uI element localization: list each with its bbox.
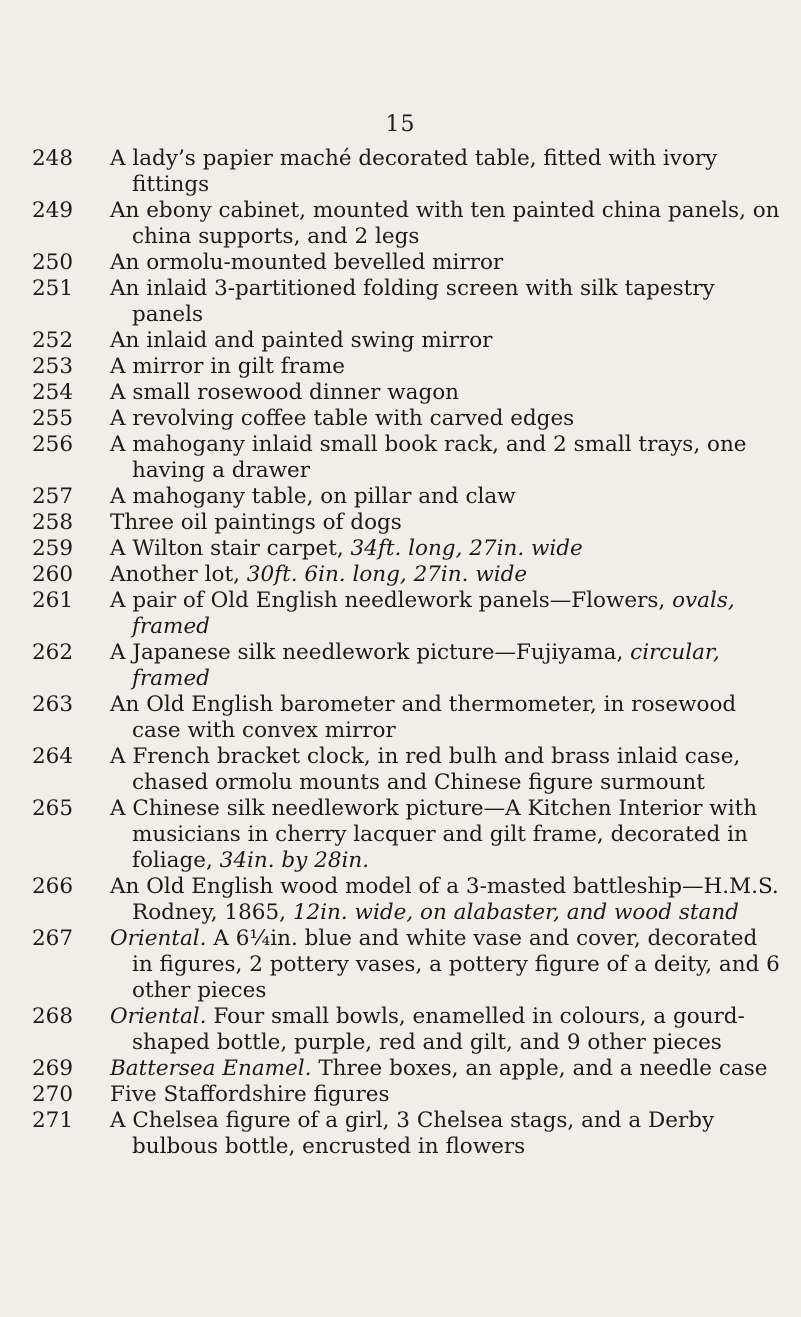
lot-description-text: A mahogany table, on pillar and claw [110, 484, 516, 509]
lot-description [110, 406, 782, 432]
lot-entry [32, 588, 782, 640]
lot-description-italic: Oriental. [110, 926, 207, 951]
lot-description [110, 536, 782, 562]
lot-entry [32, 1082, 782, 1108]
lot-number: 256 [32, 432, 74, 457]
lot-number: 255 [32, 406, 74, 431]
lot-entry [32, 692, 782, 744]
lot-description [110, 146, 782, 198]
lot-entry [32, 640, 782, 692]
lot-number: 252 [32, 328, 74, 353]
lot-entry [32, 328, 782, 354]
lot-description-text: An ormolu-mounted bevelled mirror [110, 250, 504, 275]
lot-description [110, 276, 782, 328]
lot-entry [32, 146, 782, 198]
lot-description [110, 562, 782, 588]
lot-description [110, 1108, 782, 1160]
lot-number: 259 [32, 536, 74, 561]
lot-description-italic: ovals, framed [132, 588, 735, 639]
lot-number: 269 [32, 1056, 74, 1081]
lot-description-italic: 12in. wide, on alabaster, and wood stand [292, 900, 739, 925]
lot-description-text: A Chinese silk needlework picture—A Kitchen Interior with musicians in cherry lacquer and gilt frame, decorated in foliage, [110, 796, 758, 873]
lot-entry [32, 796, 782, 874]
lot-number: 261 [32, 588, 74, 613]
lot-entry [32, 354, 782, 380]
lot-description [110, 250, 782, 276]
lot-description [110, 328, 782, 354]
lot-description [110, 744, 782, 796]
lot-entry [32, 874, 782, 926]
lot-number: 248 [32, 146, 74, 171]
page-number: 15 [385, 112, 416, 137]
lot-number: 270 [32, 1082, 74, 1107]
lot-description [110, 510, 782, 536]
lot-description-text: Three boxes, an apple, and a needle case [311, 1056, 768, 1081]
lot-description [110, 198, 782, 250]
lot-entry [32, 250, 782, 276]
lot-entry [32, 406, 782, 432]
lot-description-italic: 34in. by 28in. [219, 848, 370, 873]
lot-number: 266 [32, 874, 74, 899]
lot-entry [32, 1108, 782, 1160]
lot-description-text: A Japanese silk needlework picture—Fujiyama, [110, 640, 631, 665]
lot-description [110, 926, 782, 1004]
lot-description-italic: 30ft. 6in. long, 27in. wide [246, 562, 528, 587]
lot-description [110, 484, 782, 510]
lot-number: 262 [32, 640, 74, 665]
lot-number: 253 [32, 354, 74, 379]
lot-description-italic: Battersea Enamel. [110, 1056, 312, 1081]
lot-description-text: A French bracket clock, in red bulh and brass inlaid case, chased ormolu mounts and Chinese figure surmount [110, 744, 741, 795]
lot-entry [32, 1056, 782, 1082]
lot-number: 264 [32, 744, 74, 769]
lot-number: 271 [32, 1108, 74, 1133]
lot-description [110, 1082, 782, 1108]
lot-description [110, 796, 782, 874]
lot-description [110, 1004, 782, 1056]
lot-entry [32, 536, 782, 562]
lot-description-text: An inlaid and painted swing mirror [110, 328, 493, 353]
lot-description-text: A Chelsea figure of a girl, 3 Chelsea stags, and a Derby bulbous bottle, encrusted in flowers [110, 1108, 715, 1159]
lot-entry [32, 1004, 782, 1056]
lot-number: 258 [32, 510, 74, 535]
lot-entry [32, 510, 782, 536]
lot-description-text: A small rosewood dinner wagon [110, 380, 459, 405]
lot-number: 250 [32, 250, 74, 275]
lot-description-text: An inlaid 3-partitioned folding screen with silk tapestry panels [110, 276, 715, 327]
lot-number: 263 [32, 692, 74, 717]
lot-number: 257 [32, 484, 74, 509]
lot-description-text: A revolving coffee table with carved edges [110, 406, 575, 431]
lot-description [110, 640, 782, 692]
lot-description-text: Another lot, [110, 562, 247, 587]
lot-description [110, 588, 782, 640]
lot-description-text: Five Staffordshire figures [110, 1082, 390, 1107]
lot-description-text: A lady’s papier maché decorated table, fitted with ivory fittings [110, 146, 718, 197]
lot-entry [32, 380, 782, 406]
lot-description-italic: Oriental. [110, 1004, 207, 1029]
lot-entry [32, 744, 782, 796]
lot-description-text: A mahogany inlaid small book rack, and 2 small trays, one having a drawer [110, 432, 747, 483]
lot-description-text: A pair of Old English needlework panels—Flowers, [110, 588, 673, 613]
lot-description [110, 432, 782, 484]
lot-entry [32, 484, 782, 510]
lot-description [110, 380, 782, 406]
lot-entry [32, 198, 782, 250]
lot-description-text: Three oil paintings of dogs [110, 510, 402, 535]
lot-description [110, 1056, 782, 1082]
lot-description [110, 354, 782, 380]
lot-entry [32, 432, 782, 484]
lot-description-italic: 34ft. long, 27in. wide [350, 536, 583, 561]
lot-entry [32, 926, 782, 1004]
lot-entry [32, 276, 782, 328]
lot-number: 267 [32, 926, 74, 951]
lot-description-text: An ebony cabinet, mounted with ten painted china panels, on china supports, and 2 legs [110, 198, 780, 249]
lot-description-text: A mirror in gilt frame [110, 354, 345, 379]
lot-description-text: A 6¼in. blue and white vase and cover, decorated in figures, 2 pottery vases, a pottery figure of a deity, and 6 other pieces [132, 926, 780, 1003]
lot-description [110, 874, 782, 926]
lot-list [32, 146, 782, 1160]
lot-description-italic: circular, framed [132, 640, 720, 691]
lot-number: 249 [32, 198, 74, 223]
lot-number: 265 [32, 796, 74, 821]
lot-description-text: A Wilton stair carpet, [110, 536, 351, 561]
lot-number: 251 [32, 276, 74, 301]
lot-description-text: An Old English barometer and thermometer, in rosewood case with convex mirror [110, 692, 737, 743]
lot-number: 254 [32, 380, 74, 405]
lot-entry [32, 562, 782, 588]
lot-number: 268 [32, 1004, 74, 1029]
lot-number: 260 [32, 562, 74, 587]
lot-description-text: Four small bowls, enamelled in colours, a gourd-shaped bottle, purple, red and gilt, and 9 other pieces [132, 1004, 745, 1055]
lot-description [110, 692, 782, 744]
lot-description-text: An Old English wood model of a 3-masted battleship—H.M.S. Rodney, 1865, [110, 874, 779, 925]
